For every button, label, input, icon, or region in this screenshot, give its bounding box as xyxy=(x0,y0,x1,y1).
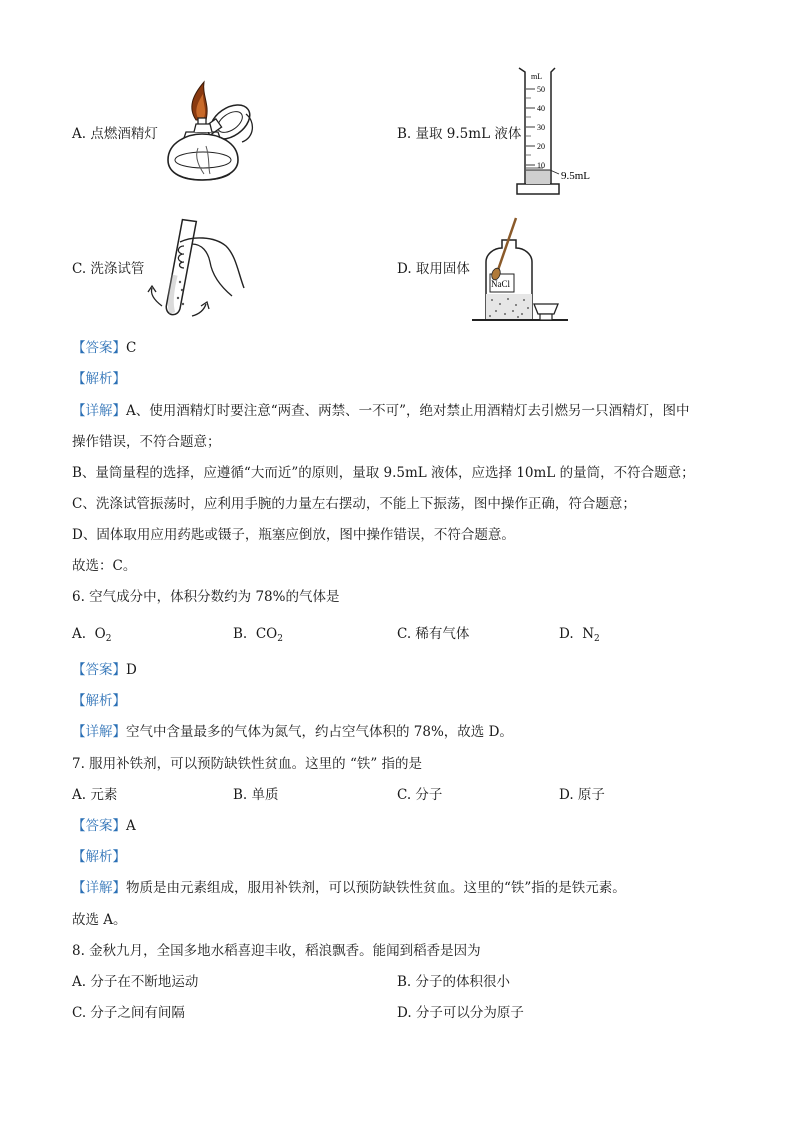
q8-option-d: D. 分子可以分为原子 xyxy=(397,1005,524,1021)
q7-option-d: D. 原子 xyxy=(559,787,605,803)
cylinder-reading: 9.5mL xyxy=(561,170,591,182)
q5-detail-line1 xyxy=(72,401,690,421)
bottle-label: NaCl xyxy=(491,279,510,289)
q7-detail xyxy=(72,878,626,898)
q6-answer xyxy=(72,660,137,680)
formula-main: CO xyxy=(255,626,278,642)
q5-answer xyxy=(72,338,136,358)
cylinder-tick-10: 10 xyxy=(537,161,545,170)
answer-value: C xyxy=(126,340,137,356)
q6-question: 6. 空气成分中，体积分数约为 78%的气体是 xyxy=(72,589,340,605)
q8-option-c: C. 分子之间有间隔 xyxy=(72,1005,185,1021)
option-prefix: B. xyxy=(233,626,248,642)
solid-reagent-figure xyxy=(472,216,572,322)
cylinder-unit: mL xyxy=(531,72,543,81)
q8-question: 8. 金秋九月，全国多地水稻喜迎丰收，稻浪飘香。能闻到稻香是因为 xyxy=(72,943,481,959)
q5-conclusion: 故选：C。 xyxy=(72,558,137,574)
q8-option-b: B. 分子的体积很小 xyxy=(397,974,511,990)
formula-subscript: 2 xyxy=(594,634,600,644)
q7-conclusion: 故选 A。 xyxy=(72,912,127,928)
formula-subscript: 2 xyxy=(105,634,112,644)
detail-text: 物质是由元素组成，服用补铁剂，可以预防缺铁性贫血。这里的“铁”指的是铁元素。 xyxy=(126,880,626,896)
detail-label: 【详解】 xyxy=(72,403,126,419)
detail-label: 【详解】 xyxy=(72,724,126,740)
detail-label: 【详解】 xyxy=(72,880,126,896)
q7-option-a: A. 元素 xyxy=(72,787,118,803)
q8-option-a: A. 分子在不断地运动 xyxy=(72,974,199,990)
washing-test-tube-figure xyxy=(146,216,246,324)
q7-option-c: C. 分子 xyxy=(397,787,443,803)
q6-option-d xyxy=(559,624,600,649)
q7-question: 7. 服用补铁剂，可以预防缺铁性贫血。这里的 “铁” 指的是 xyxy=(72,756,423,772)
option-prefix: A. xyxy=(72,626,87,642)
q7-option-b: B. 单质 xyxy=(233,787,279,803)
formula-main: N xyxy=(582,626,595,642)
alcohol-lamp-figure xyxy=(158,78,260,190)
q5-analysis-label: 【解析】 xyxy=(72,371,126,387)
q6-analysis-label: 【解析】 xyxy=(72,693,126,709)
formula-subscript: 2 xyxy=(277,634,283,644)
q5-detail-line5: D、固体取用应用药匙或镊子，瓶塞应倒放，图中操作错误，不符合题意。 xyxy=(72,527,515,543)
detail-text: 空气中含量最多的气体为氮气，约占空气体积的 78%，故选 D。 xyxy=(126,724,513,740)
detail-text: A、使用酒精灯时要注意“两查、两禁、一不可”，绝对禁止用酒精灯去引燃另一只酒精灯，图中 xyxy=(126,403,690,419)
answer-label: 【答案】 xyxy=(72,662,126,678)
answer-value: D xyxy=(126,662,137,678)
formula-main: O xyxy=(94,626,106,642)
answer-value: A xyxy=(126,818,136,834)
q5-option-b: B. 量取 9.5mL 液体 xyxy=(397,126,522,142)
q6-option-c: C. 稀有气体 xyxy=(397,626,470,642)
cylinder-tick-30: 30 xyxy=(537,123,545,132)
q5-option-c: C. 洗涤试管 xyxy=(72,261,145,277)
graduated-cylinder-figure xyxy=(517,66,597,198)
cylinder-tick-50: 50 xyxy=(537,85,545,94)
q6-option-a xyxy=(72,624,111,649)
q7-answer xyxy=(72,816,136,836)
q5-option-d: D. 取用固体 xyxy=(397,261,470,277)
q6-option-b xyxy=(233,624,283,649)
q6-detail xyxy=(72,722,513,742)
cylinder-tick-40: 40 xyxy=(537,104,545,113)
answer-label: 【答案】 xyxy=(72,340,126,356)
answer-label: 【答案】 xyxy=(72,818,126,834)
q5-option-a: A. 点燃酒精灯 xyxy=(72,126,158,142)
q5-detail-line2: 操作错误，不符合题意； xyxy=(72,434,221,450)
option-prefix: D. xyxy=(559,626,574,642)
q7-analysis-label: 【解析】 xyxy=(72,849,126,865)
cylinder-tick-20: 20 xyxy=(537,142,545,151)
q5-detail-line3: B、量筒量程的选择，应遵循“大而近”的原则，量取 9.5mL 液体，应选择 10mL 的量筒，不符合题意； xyxy=(72,465,695,481)
q5-detail-line4: C、洗涤试管振荡时，应利用手腕的力量左右摆动，不能上下振荡，图中操作正确，符合题意； xyxy=(72,496,636,512)
